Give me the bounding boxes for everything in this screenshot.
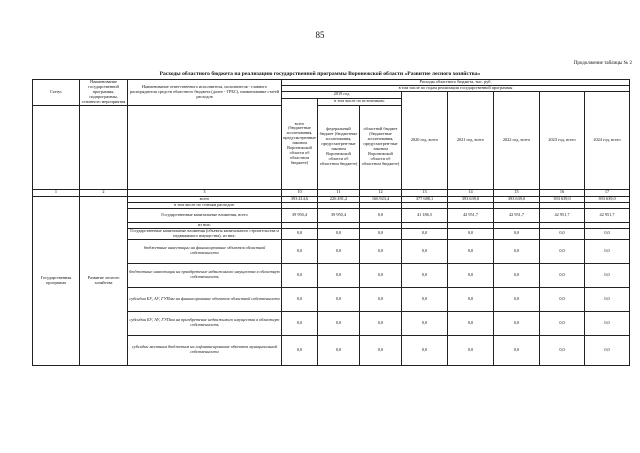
value-cell: 393 639,0 — [585, 196, 630, 202]
value-cell: 0,0 — [402, 228, 448, 239]
budget-table — [32, 79, 630, 366]
row-label: в том числе по статьям расходов: — [128, 202, 282, 208]
value-cell: 0,0 — [318, 311, 360, 335]
column-number: 11 — [318, 189, 360, 196]
header-filler-3 — [128, 105, 282, 189]
row-label: субсидии местным бюджетам на софинансирование объектов муниципальной собственности — [128, 335, 282, 365]
header-federal: федеральный бюджет (бюджетные ассигнования, предусмотрен-ные законом Воронежской области об областном бюджете) — [318, 105, 360, 189]
row-label: Государственные капитальные вложения, всего — [128, 208, 282, 222]
value-cell: 0,0 — [585, 239, 630, 263]
value-cell: 41 186,5 — [402, 208, 448, 222]
header-status: Статус — [33, 80, 80, 106]
value-cell: 0,0 — [540, 263, 585, 287]
value-cell: 0,0 — [448, 311, 494, 335]
row-label: субсидии БУ, АУ, ГУПам на финансирование объектов областной собственности — [128, 287, 282, 311]
value-cell: 0,0 — [540, 287, 585, 311]
status-cell: Государственная программа — [33, 196, 80, 365]
header-program-name: Наименование государственной программы, подпрограммы, основного мероприятия — [80, 80, 128, 106]
value-cell: 0,0 — [402, 263, 448, 287]
column-number: 1 — [33, 189, 80, 196]
value-cell: 0,0 — [282, 335, 318, 365]
value-cell: 0,0 — [585, 287, 630, 311]
value-cell: 166 923,4 — [360, 196, 402, 202]
column-number: 16 — [540, 189, 585, 196]
value-cell: 0,0 — [585, 311, 630, 335]
value-cell: 0,0 — [282, 263, 318, 287]
header-2022: 2022 год, всего — [494, 92, 540, 190]
value-cell: 39 950,4 — [318, 208, 360, 222]
value-cell: 0,0 — [494, 239, 540, 263]
value-cell: 0,0 — [318, 263, 360, 287]
column-number: 13 — [402, 189, 448, 196]
value-cell: 0,0 — [448, 228, 494, 239]
column-number: 3 — [128, 189, 282, 196]
row-label: субсидии БУ, АУ, ГУПам на приобретение недвижимого имущества в областную собственность — [128, 311, 282, 335]
value-cell: 0,0 — [318, 335, 360, 365]
value-cell: 393 639,0 — [494, 196, 540, 202]
column-number: 12 — [360, 189, 402, 196]
value-cell: 0,0 — [318, 287, 360, 311]
column-number: 10 — [282, 189, 318, 196]
header-2024: 2024 год, всего — [585, 92, 630, 190]
header-by-sources: в том числе по источникам: — [318, 98, 402, 105]
header-year-2019: 2019 год — [282, 92, 402, 99]
value-cell: 42 951,7 — [494, 208, 540, 222]
value-cell: 39 950,4 — [282, 208, 318, 222]
value-cell: 0,0 — [402, 239, 448, 263]
value-cell: 0,0 — [282, 311, 318, 335]
value-cell: 0,0 — [318, 228, 360, 239]
header-filler-1 — [33, 105, 80, 189]
value-cell: 0,0 — [282, 287, 318, 311]
value-cell: 0,0 — [494, 311, 540, 335]
value-cell: 0,0 — [540, 311, 585, 335]
value-cell: 0,0 — [494, 287, 540, 311]
value-cell: 0,0 — [360, 263, 402, 287]
value-cell: 0,0 — [360, 239, 402, 263]
value-cell: 0,0 — [585, 228, 630, 239]
value-cell: 42 951,7 — [585, 208, 630, 222]
header-total-all: всего (бюджетные ассигнования, предусмотренные законом Воронежской области об областном бюджете) — [282, 98, 318, 189]
header-2020: 2020 год, всего — [402, 92, 448, 190]
header-2021: 2021 год, всего — [448, 92, 494, 190]
appendix-label: Продолжение таблицы № 2 — [573, 61, 632, 66]
value-cell: 42 951,7 — [540, 208, 585, 222]
value-cell: 0,0 — [318, 239, 360, 263]
value-cell: 0,0 — [360, 335, 402, 365]
value-cell: 226 491,2 — [318, 196, 360, 202]
value-cell: 0,0 — [360, 208, 402, 222]
row-label: из них: — [128, 222, 282, 228]
row-label: Государственные капитальные вложения (объекты капитального строительства и недвижимого имущества), из них: — [128, 228, 282, 239]
value-cell: 0,0 — [494, 228, 540, 239]
value-cell: 393 639,0 — [540, 196, 585, 202]
document-title: Расходы областного бюджета на реализацию государственной программы Воронежской области «Развитие лесного хозяйства» — [159, 71, 481, 77]
row-label: бюджетные инвестиции на финансирование объектов областной собственности — [128, 239, 282, 263]
header-executor: Наименование ответственного исполнителя, исполнителя - главного распорядителя средств областного бюджета (далее - ГРБС), наименование статей расходов — [128, 80, 282, 106]
header-expenses-group: Расходы областного бюджета, тыс. руб. — [282, 80, 630, 86]
value-cell: 0,0 — [282, 228, 318, 239]
value-cell: 0,0 — [402, 311, 448, 335]
value-cell: 0,0 — [282, 239, 318, 263]
column-number: 2 — [80, 189, 128, 196]
value-cell: 0,0 — [360, 287, 402, 311]
value-cell: 377 688,1 — [402, 196, 448, 202]
column-number: 15 — [494, 189, 540, 196]
header-regional: областной бюджет (бюджетные ассигнования, предусмотрен-ные законом Воронежской области об областном бюджете) — [360, 105, 402, 189]
value-cell: 393 414,6 — [282, 196, 318, 202]
value-cell: 0,0 — [494, 263, 540, 287]
column-number: 17 — [585, 189, 630, 196]
value-cell: 0,0 — [540, 335, 585, 365]
row-label: бюджетные инвестиции на приобретение недвижимого имущества в областную собственность — [128, 263, 282, 287]
header-by-years: в том числе по годам реализации государственной программы — [282, 86, 630, 92]
column-number-row — [33, 189, 630, 196]
value-cell: 0,0 — [448, 263, 494, 287]
value-cell: 0,0 — [585, 263, 630, 287]
value-cell: 42 951,7 — [448, 208, 494, 222]
header-filler-2 — [80, 105, 128, 189]
value-cell: 0,0 — [585, 335, 630, 365]
program-cell: Развитие лесного хозяйства — [80, 196, 128, 365]
row-label: всего — [128, 196, 282, 202]
value-cell: 0,0 — [540, 239, 585, 263]
value-cell: 0,0 — [360, 311, 402, 335]
value-cell: 0,0 — [494, 335, 540, 365]
header-2023: 2023 год, всего — [540, 92, 585, 190]
value-cell: 0,0 — [448, 287, 494, 311]
value-cell: 0,0 — [448, 335, 494, 365]
value-cell: 0,0 — [402, 335, 448, 365]
value-cell: 0,0 — [540, 228, 585, 239]
value-cell: 0,0 — [448, 239, 494, 263]
value-cell: 393 639,0 — [448, 196, 494, 202]
column-number: 14 — [448, 189, 494, 196]
value-cell: 0,0 — [360, 228, 402, 239]
page-number: 85 — [315, 30, 325, 40]
value-cell: 0,0 — [402, 287, 448, 311]
